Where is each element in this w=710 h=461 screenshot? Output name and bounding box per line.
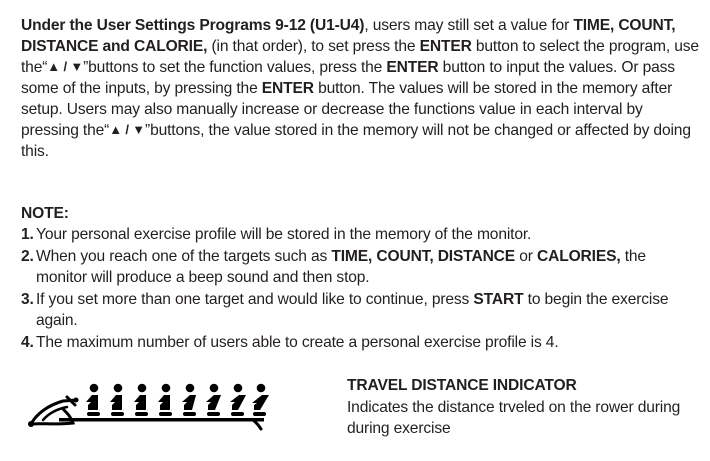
intro-seg-7: ”buttons to set the function values, press the (83, 59, 387, 76)
intro-seg-5: button to select the program, use the“ (21, 38, 699, 76)
intro-seg-4: ENTER (419, 38, 472, 55)
intro-seg-3: (in that order), to set press the (207, 38, 420, 55)
intro-paragraph (21, 15, 701, 162)
note-item-3 (21, 289, 701, 332)
note-text-bold: START (473, 290, 524, 308)
up-down-arrows-icon: ▲ / ▼ (109, 122, 146, 137)
travel-distance-indicator (347, 375, 707, 440)
note-text: The maximum number of users able to create a personal exercise profile is 4. (36, 333, 559, 351)
intro-seg-8: ENTER (386, 59, 439, 76)
note-item-2 (21, 246, 701, 289)
note-item-1 (21, 224, 701, 246)
note-text: When you reach one of the targets such as (36, 247, 332, 265)
rowing-boat-icon (27, 383, 272, 431)
intro-seg-1: , users may still set a value for (364, 17, 574, 34)
note-number: 3. (21, 290, 34, 308)
note-text-bold: TIME, COUNT, DISTANCE (331, 247, 516, 265)
note-list (21, 224, 701, 353)
up-down-arrows-icon: ▲ / ▼ (47, 59, 84, 74)
intro-seg-2: TIME, COUNT, DISTANCE and CALORIE, (21, 17, 676, 55)
indicator-title: TRAVEL DISTANCE INDICATOR (347, 377, 577, 394)
note-number: 2. (21, 247, 34, 265)
intro-seg-11: button. The values will be stored in the memory after setup. Users may also manually increase or decrease the functions value in each interval by pressing the“ (21, 80, 673, 139)
note-text-bold: CALORIES, (536, 247, 621, 265)
note-text: or (515, 247, 537, 265)
note-text: If you set more than one target and would like to continue, press (36, 290, 474, 308)
intro-seg-10: ENTER (261, 80, 314, 97)
note-number: 4. (21, 333, 34, 351)
note-text: the monitor will produce a beep sound and then stop. (36, 247, 646, 286)
intro-seg-13: ”buttons, the value stored in the memory will not be changed or affected by doing this. (21, 122, 691, 160)
indicator-description: Indicates the distance trveled on the rower during during exercise (347, 398, 681, 437)
note-text: to begin the exercise again. (36, 290, 669, 329)
note-heading: NOTE: (21, 205, 69, 222)
note-number: 1. (21, 226, 34, 243)
note-item-4 (21, 332, 701, 354)
intro-seg-0: Under the User Settings Programs 9-12 (U1-U4) (21, 17, 365, 34)
intro-seg-9: button to input the values. Or pass some of the inputs, by pressing the (21, 59, 675, 97)
note-text: Your personal exercise profile will be stored in the memory of the monitor. (36, 226, 532, 243)
